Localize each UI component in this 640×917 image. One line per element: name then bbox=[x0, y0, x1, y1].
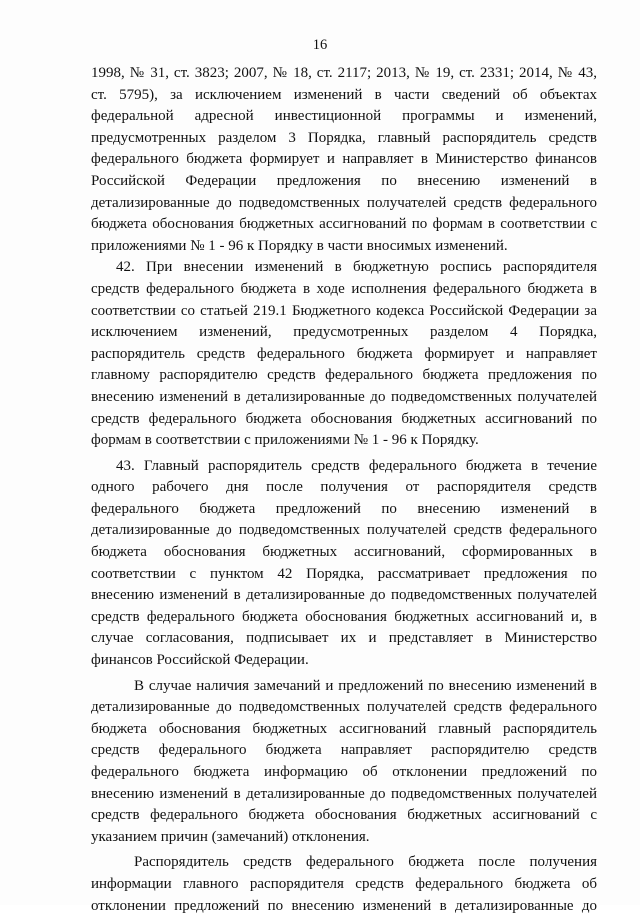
text-line: одного рабочего дня после получения от распорядителя средств bbox=[91, 479, 597, 496]
text-line: Российской Федерации предложения по внесению изменений в bbox=[91, 172, 597, 189]
text-line: средств федерального бюджета направляет распорядителю средств bbox=[91, 742, 597, 759]
text-line: случае согласования, подписывает их и представляет в Министерство bbox=[91, 630, 597, 647]
text-line: федерального бюджета предложений по внесению изменений в bbox=[91, 500, 597, 517]
page-number: 16 bbox=[312, 37, 328, 53]
paragraph bbox=[91, 456, 597, 672]
text-line: федеральной адресной инвестиционной программы и изменений, bbox=[91, 108, 597, 125]
text-line: приложениями № 1 - 96 к Порядку в части вносимых изменений. bbox=[91, 237, 508, 254]
text-line: детализированные до подведомственных получателей средств федерального bbox=[91, 699, 597, 716]
text-line: предусмотренных разделом 3 Порядка, главный распорядитель средств bbox=[91, 129, 597, 146]
text-line: средств федерального бюджета обоснования бюджетных ассигнований по bbox=[91, 410, 597, 427]
text-line: внесению изменений в детализированные до подведомственных получателей bbox=[91, 785, 597, 802]
text-line: бюджета обоснования бюджетных ассигнований по формам в соответствии с bbox=[91, 216, 597, 233]
text-line: 42. При внесении изменений в бюджетную роспись распорядителя bbox=[116, 259, 597, 276]
document-body bbox=[91, 63, 597, 917]
paragraph bbox=[91, 257, 597, 451]
paragraph bbox=[91, 852, 597, 917]
text-line: соответствии со статьей 219.1 Бюджетного кодекса Российской Федерации за bbox=[91, 302, 597, 319]
text-line: федерального бюджета информацию об отклонении предложений по bbox=[91, 764, 597, 780]
text-line: средств федерального бюджета обоснования бюджетных ассигнований и, в bbox=[91, 608, 597, 625]
text-line: 1998, № 31, ст. 3823; 2007, № 18, ст. 2117; 2013, № 19, ст. 2331; 2014, № 43, bbox=[91, 65, 597, 81]
text-line: детализированные до подведомственных получателей средств федерального bbox=[91, 194, 597, 211]
text-line: Распорядитель средств федерального бюджета после получения bbox=[134, 854, 597, 871]
text-line: главному распорядителю средств федерального бюджета предложения по bbox=[91, 367, 597, 384]
text-line: В случае наличия замечаний и предложений по внесению изменений в bbox=[134, 677, 597, 694]
text-line: 43. Главный распорядитель средств федерального бюджета в течение bbox=[116, 457, 597, 474]
text-line: указанием причин (замечаний) отклонения. bbox=[91, 828, 370, 845]
text-line: ст. 5795), за исключением изменений в части сведений об объектах bbox=[91, 86, 597, 103]
text-line: средств федерального бюджета обоснования бюджетных ассигнований с bbox=[91, 807, 597, 824]
paragraph bbox=[91, 676, 597, 849]
paragraph bbox=[91, 63, 597, 257]
text-line: формам в соответствии с приложениями № 1 - 96 к Порядку. bbox=[91, 432, 479, 449]
text-line: соответствии с пунктом 42 Порядка, рассматривает предложения по bbox=[91, 565, 597, 582]
text-line: внесению изменений в детализированные до подведомственных получателей bbox=[91, 388, 597, 405]
text-line: исключением изменений, предусмотренных разделом 4 Порядка, bbox=[91, 324, 597, 341]
text-line: бюджета обоснования бюджетных ассигнований, сформированных в bbox=[91, 544, 597, 561]
text-line: детализированные до подведомственных получателей средств федерального bbox=[91, 522, 597, 539]
text-line: внесению изменений в детализированные до подведомственных получателей bbox=[91, 587, 597, 604]
text-line: отклонении предложений по внесению изменений в детализированные до bbox=[91, 897, 597, 914]
text-line: бюджета обоснования бюджетных ассигнований главный распорядитель bbox=[91, 720, 597, 737]
text-line: средств федерального бюджета в ходе исполнения федерального бюджета в bbox=[91, 280, 597, 297]
text-line: информации главного распорядителя средств федерального бюджета об bbox=[91, 875, 597, 892]
text-line: федерального бюджета формирует и направляет в Министерство финансов bbox=[91, 151, 597, 168]
text-line: финансов Российской Федерации. bbox=[91, 652, 309, 669]
text-line: распорядитель средств федерального бюджета формирует и направляет bbox=[91, 345, 597, 362]
